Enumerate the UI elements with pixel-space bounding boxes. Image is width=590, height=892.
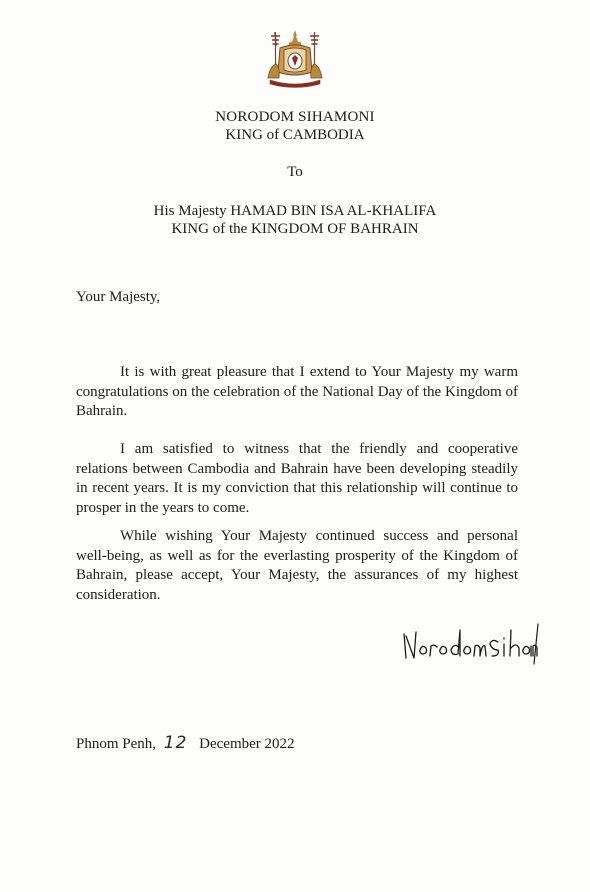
body-paragraph-3: While wishing Your Majesty continued success and personal well-being, as well as for the everlasting prosperity of the Kingdom of Bahrain, please accept, Your Majesty, the assurances of my highest consideration. [76, 528, 518, 603]
to-label: To [287, 164, 303, 180]
dateline-day-handwritten: 12 [163, 733, 188, 753]
sender-block [0, 108, 590, 144]
recipient-block [0, 202, 590, 238]
recipient-name: His Majesty HAMAD BIN ISA AL-KHALIFA [153, 203, 437, 219]
body-paragraph-1: It is with great pleasure that I extend to Your Majesty my warm congratulations on the celebration of the National Day of the Kingdom of Bahrain. [76, 364, 518, 419]
salutation: Your Majesty, [76, 289, 161, 305]
dateline-month-year: December 2022 [199, 736, 295, 752]
body-paragraph-2: I am satisfied to witness that the friendly and cooperative relations between Cambodia and Bahrain have been developing steadily in recent years. It is my conviction that this relationship will continue to prosper in the years to come. [76, 441, 518, 516]
sender-name: NORODOM SIHAMONI [215, 109, 375, 125]
royal-coat-of-arms-icon [262, 28, 328, 90]
dateline-place: Phnom Penh, [76, 736, 157, 752]
dateline [76, 733, 295, 753]
recipient-title: KING of the KINGDOM OF BAHRAIN [171, 221, 419, 237]
sender-title: KING of CAMBODIA [225, 127, 365, 143]
handwritten-signature [400, 620, 540, 666]
